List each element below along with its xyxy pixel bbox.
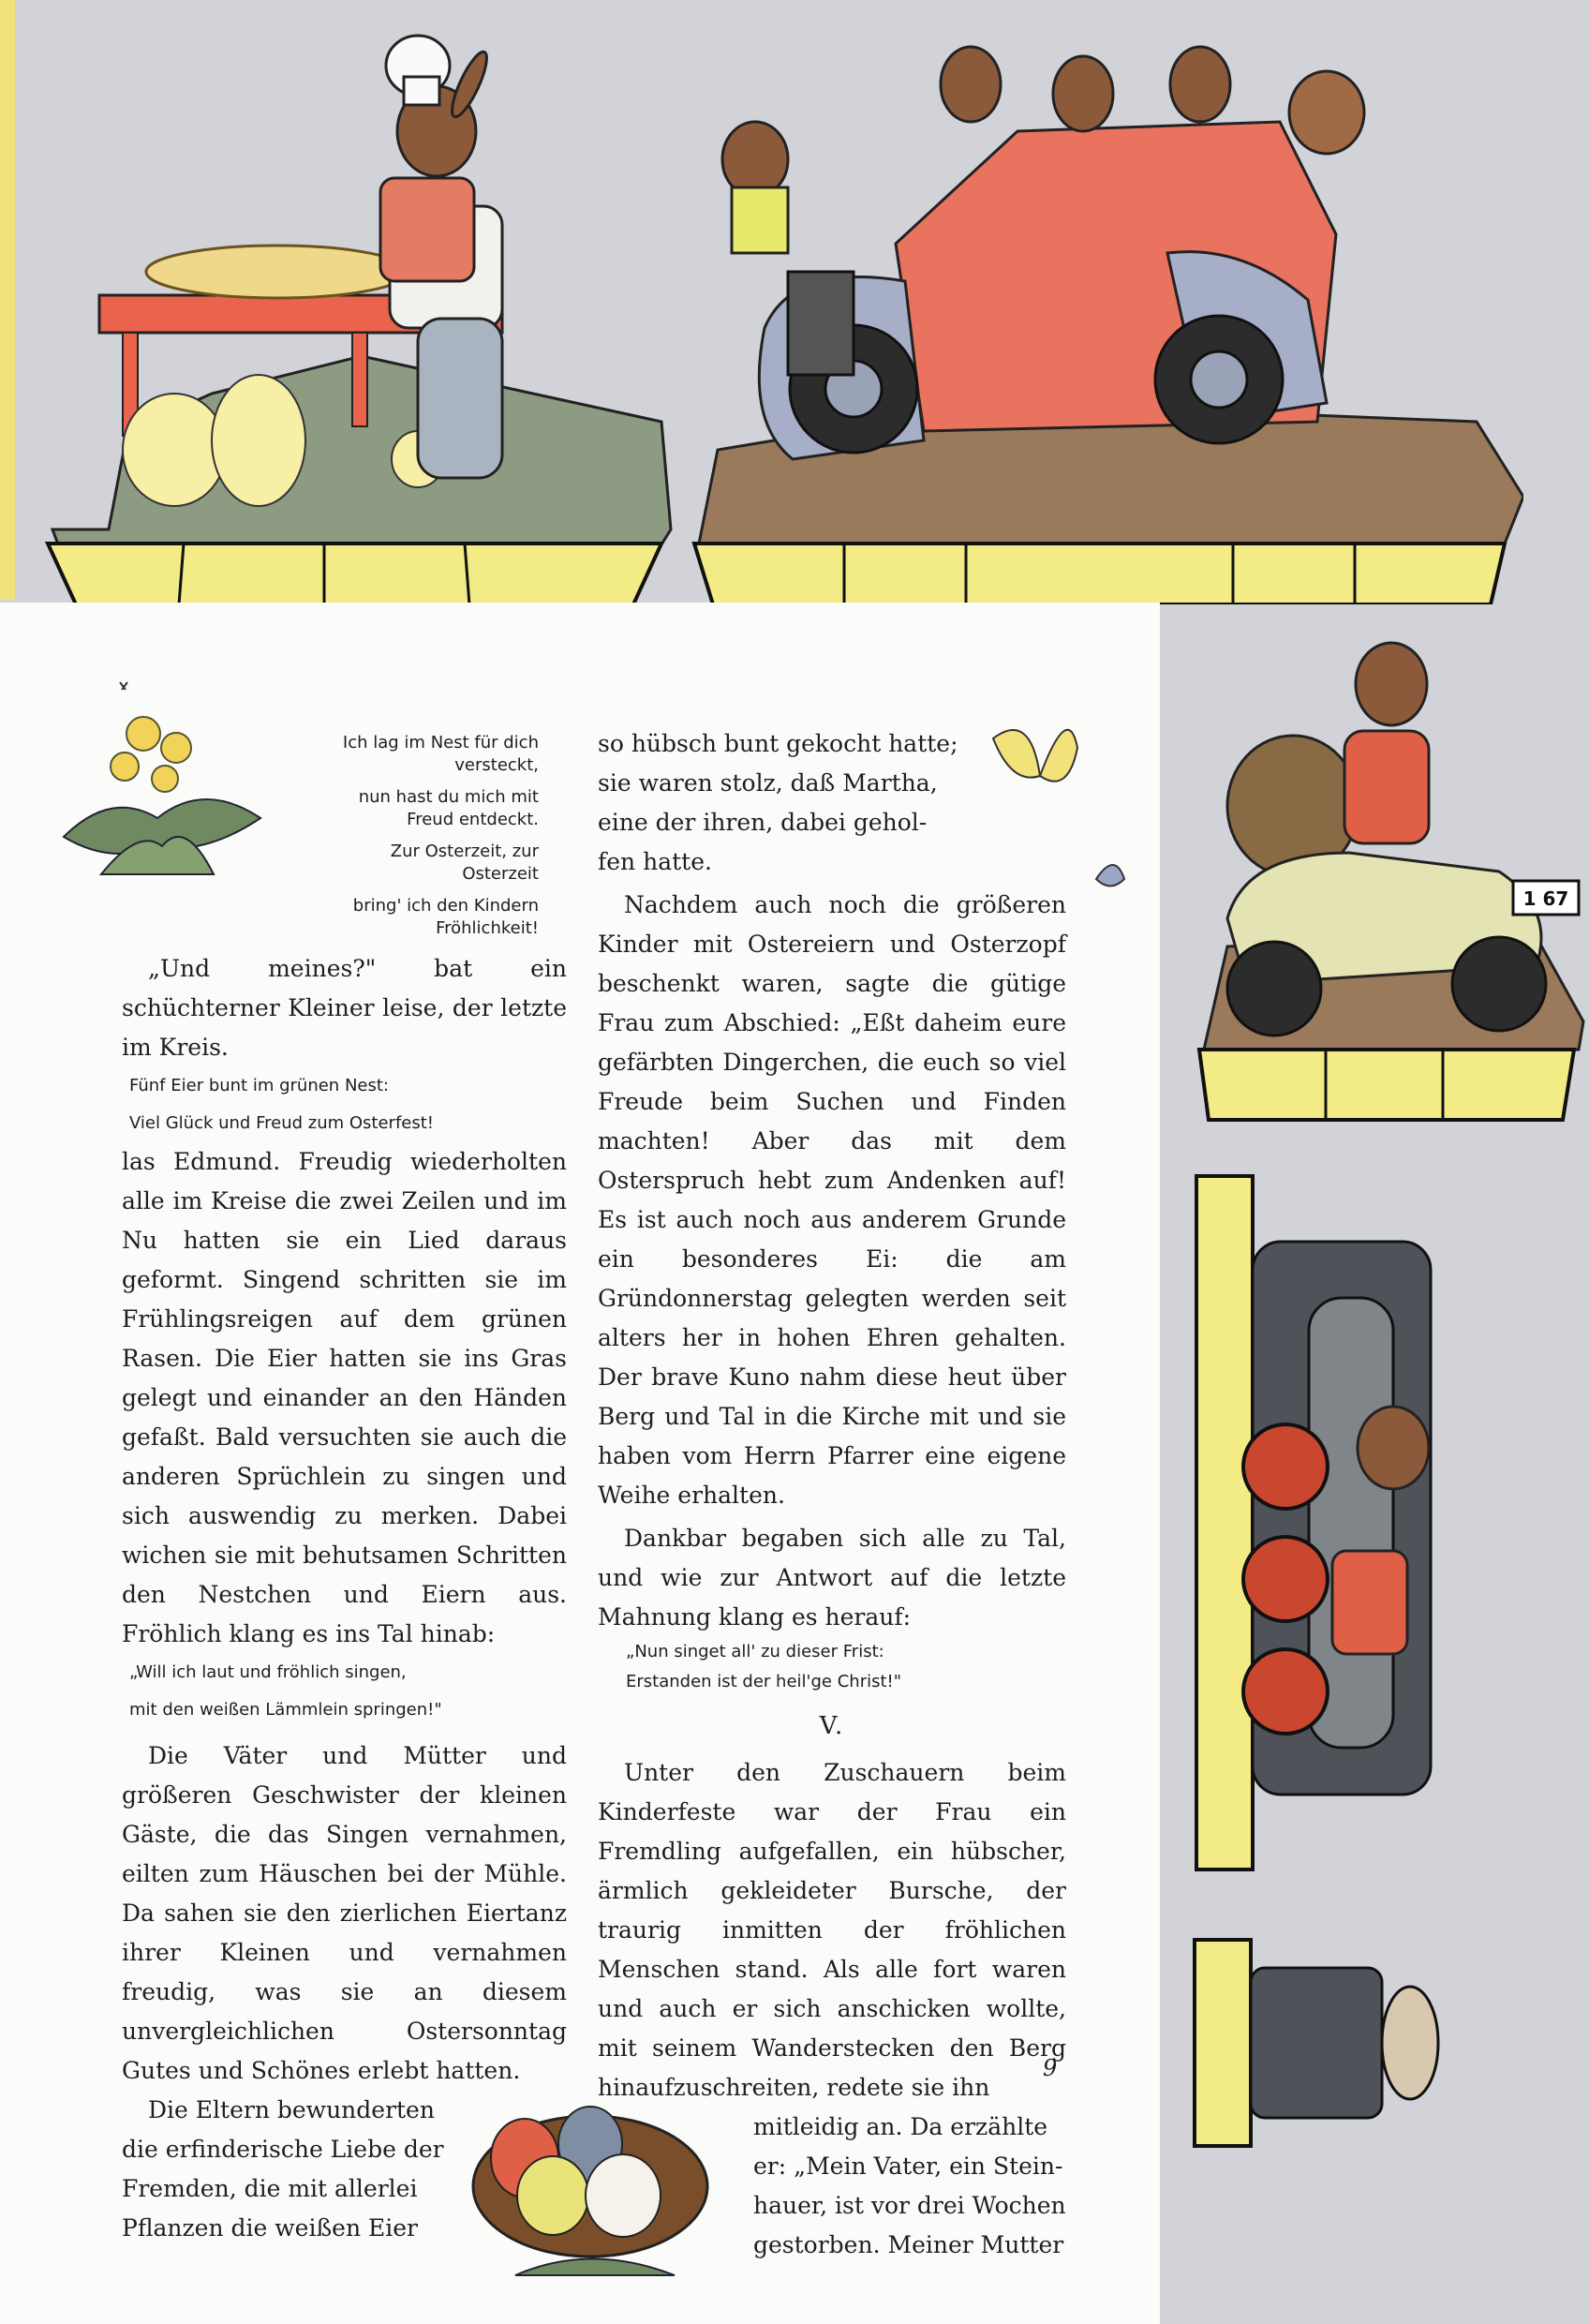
right-paragraph-5-line-4: gestorben. Meiner Mutter (753, 2231, 1064, 2258)
scooter-plate: 1 67 (1522, 887, 1569, 910)
verse-2-line-1: Fünf Eier bunt im grünen Nest: (129, 1076, 389, 1095)
verse-1-line-4: bring' ich den Kindern Fröhlichkeit! (352, 896, 539, 938)
verse-1-line-3: Zur Osterzeit, zur Osterzeit (390, 842, 539, 884)
verse-3-line-1: „Will ich laut und fröhlich singen, (129, 1662, 407, 1682)
right-paragraph-1-line-2: sie waren stolz, daß Martha, (598, 769, 938, 797)
left-paragraph-2: las Edmund. Freudig wiederholten alle im Kreise die zwei Zeilen und im Nu hatten sie ein Lied daraus geformt. Singend schritten sie im Frühlingsreigen auf dem grünen Rasen. Die Eier hatten sie ins Gras gelegt und einander an den Händen gefaßt. Bald versuchten sie auch die anderen Sprüchlein zu singen und sich auswendig zu merken. Dabei wichen sie mit behutsamen Schritten den Nestchen und Eiern aus. Fröhlich klang es ins Tal hinab: (122, 1148, 567, 1647)
train-cutout (1182, 1167, 1463, 1879)
verse-4-line-1: „Nun singet all' zu dieser Frist: (626, 1642, 884, 1661)
right-paragraph-2: Nachdem auch noch die größeren Kinder mit Ostereiern und Osterzopf beschenkt waren, sagte die gütige Frau zum Abschied: „Eßt daheim eure gefärbten Dingerchen, die euch so viel Freude beim Suchen und Finden machten! Aber das mit dem Osterspruch hebt zum Andenken auf! Es ist auch noch aus anderem Grunde ein besonderes Ei: die am Gründonnerstag gelegten werden seit alters her in hohen Ehren gehalten. Der brave Kuno nahm diese heut über Berg und Tal in die Kirche mit und sie haben vom Herrn Pfarrer eine eigene Weihe erhalten. (598, 891, 1066, 1509)
right-paragraph-5 (598, 2108, 1066, 2265)
left-paragraph-1: „Und meines?" bat ein schüchterner Kleiner leise, der letzte im Kreis. (122, 955, 567, 1061)
baker-bunny-cutout (43, 19, 680, 604)
left-paragraph-3: Die Väter und Mütter und größeren Geschwister der kleinen Gäste, die das Singen vernahmen, eilten zum Häuschen bei der Mühle. Da sahen sie den zierlichen Eiertanz ihrer Kleinen und vernahmen freudig, was sie an diesem unvergleichlichen Ostersonntag Gutes und Schönes erlebt hatten. (122, 1742, 567, 2084)
right-column (598, 724, 1066, 2265)
verse-2-line-2: Viel Glück und Freud zum Osterfest! (129, 1113, 435, 1133)
car-bunnies-cutout (680, 19, 1523, 604)
right-paragraph-5-line-2: er: „Mein Vater, ein Stein- (753, 2153, 1063, 2180)
right-paragraph-5-line-3: hauer, ist vor drei Wochen (753, 2192, 1066, 2219)
verse-4-line-2: Erstanden ist der heil'ge Christ!" (626, 1672, 902, 1691)
yellow-edge-strip (0, 0, 15, 600)
left-paragraph-4-line-2: die erfinderische Liebe der (122, 2136, 444, 2163)
right-paragraph-4: Unter den Zuschauern beim Kinderfeste war der Frau ein Fremdling aufgefallen, ein hübscher, ärmlich gekleideter Bursche, der traurig inmitten der fröhlichen Menschen stand. Als alle fort waren und auch er sich anschicken wollte, mit seinem Wanderstecken den Berg hinaufzuschreiten, redete sie ihn (598, 1759, 1066, 2101)
verse-3-line-2: mit den weißen Lämmlein springen!" (129, 1700, 442, 1720)
train-tender-cutout (1185, 1930, 1448, 2155)
right-paragraph-1-line-1: so hübsch bunt gekocht hatte; (598, 730, 958, 757)
primrose-illustration (54, 678, 270, 893)
verse-1-line-2: nun hast du mich mit Freud entdeckt. (358, 787, 539, 829)
right-paragraph-1-line-3: eine der ihren, dabei gehol- (598, 809, 928, 836)
scooter-bunny-cutout (1190, 628, 1589, 1134)
page-number: 9 (1043, 2055, 1058, 2081)
left-paragraph-4-line-1: Die Eltern bewunderten (148, 2096, 435, 2123)
chapter-heading: V. (819, 1712, 845, 1740)
right-paragraph-1-line-4: fen hatte. (598, 848, 712, 875)
right-paragraph-3: Dankbar begaben sich alle zu Tal, und wie zur Antwort auf die letzte Mahnung klang es herauf: (598, 1525, 1066, 1631)
text-page (0, 603, 1160, 2324)
verse-1-line-1: Ich lag im Nest für dich versteckt, (342, 733, 539, 775)
verse-1 (309, 732, 539, 949)
right-paragraph-5-line-1: mitleidig an. Da erzählte (753, 2113, 1048, 2140)
right-paragraph-1 (598, 724, 963, 882)
left-paragraph-4-line-4: Pflanzen die weißen Eier (122, 2214, 418, 2242)
left-column (122, 949, 567, 2248)
left-paragraph-4-line-3: Fremden, die mit allerlei (122, 2175, 418, 2202)
